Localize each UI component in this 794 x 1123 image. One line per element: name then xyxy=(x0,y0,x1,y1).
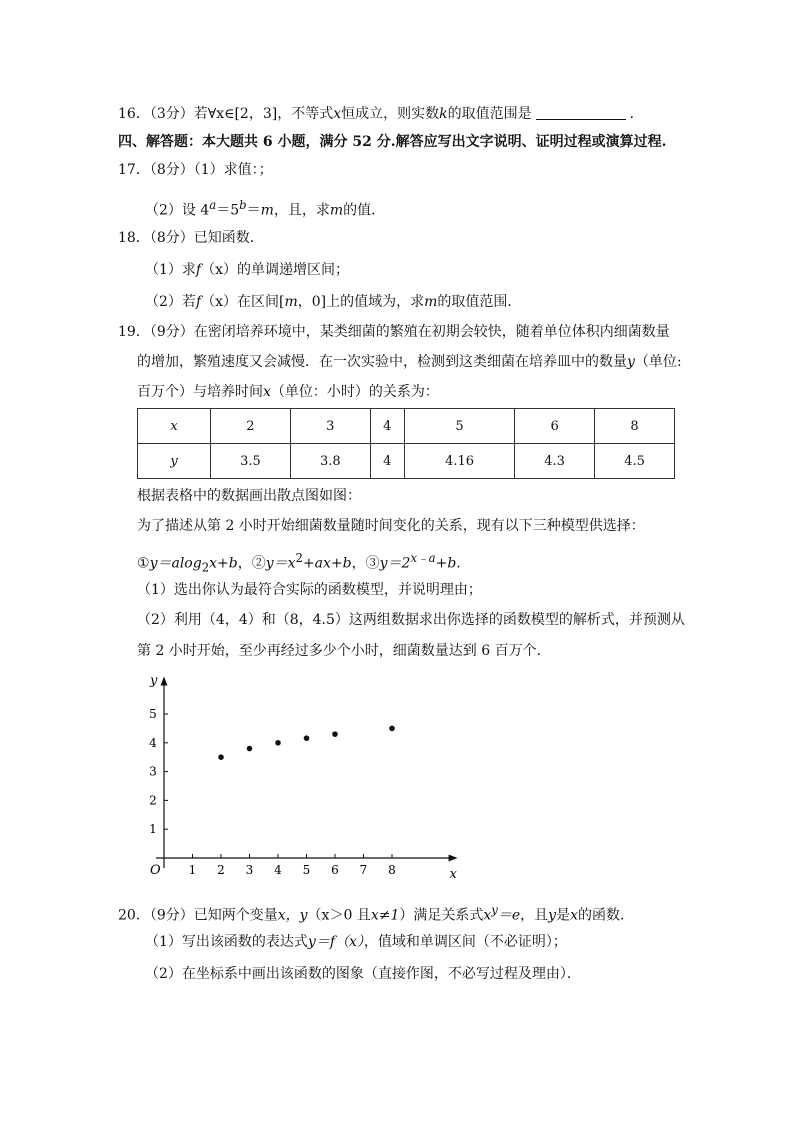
x-tick-label: 8 xyxy=(388,863,396,877)
q19-line-4: 根据表格中的数据画出散点图如图： xyxy=(137,488,361,504)
table-row xyxy=(138,444,675,479)
q20-line-1 xyxy=(118,900,634,926)
q19-text-d: （单位：小时）的关系为： xyxy=(270,384,439,400)
q17-text-e: 的值． xyxy=(343,202,386,219)
q20-text-g: （1）写出该函数的表达式 xyxy=(145,934,308,950)
data-point xyxy=(389,726,395,732)
x-tick-label: 4 xyxy=(274,863,282,877)
q18-text-a: （1）求 xyxy=(145,262,196,278)
q19-text-b: （单位: xyxy=(634,354,682,370)
table-cell: 4 xyxy=(370,409,404,444)
q19-line-3 xyxy=(137,382,439,402)
q16-var-x: x xyxy=(333,106,342,122)
model-3-b: +b xyxy=(435,555,457,572)
data-point xyxy=(304,735,310,741)
data-point xyxy=(247,746,253,752)
q19-line-5: 为了描述从第 2 小时开始细菌数量随时间变化的关系，现有以下三种模型供选择： xyxy=(137,518,645,534)
q17-text-c: ＝ xyxy=(246,202,261,219)
q16-text-c: 的取值范围是 xyxy=(447,106,532,122)
q20-text-c: ）满足关系式 xyxy=(399,907,484,924)
y-tick-label: 1 xyxy=(149,822,157,837)
q18-line-2 xyxy=(145,260,349,280)
chart-axes xyxy=(149,674,458,882)
q20-rel-a: x xyxy=(483,907,492,924)
scatter-chart xyxy=(140,672,470,882)
q20-rel-sup: y xyxy=(491,903,498,917)
table-cell: y xyxy=(138,444,211,479)
q20-line-3: （2）在坐标系中画出该函数的图象（直接作图，不必写过程及理由）． xyxy=(145,966,581,982)
q18-line-3 xyxy=(145,292,521,312)
data-point xyxy=(332,731,338,737)
table-cell: 3.5 xyxy=(211,444,291,479)
x-axis-label: x xyxy=(449,867,457,882)
table-cell: 8 xyxy=(595,409,675,444)
q19-x: x xyxy=(263,384,271,400)
q19-text-c: 百万个）与培养时间 xyxy=(137,384,263,400)
table-cell: x xyxy=(138,409,211,444)
x-tick-label: 6 xyxy=(331,863,339,877)
q20-vars: x，y xyxy=(277,907,308,924)
table-cell: 4.5 xyxy=(595,444,675,479)
q18-text-e: ，0]上的值域为，求 xyxy=(297,294,425,310)
x-axis-arrow xyxy=(449,855,458,862)
y-tick-label: 2 xyxy=(149,793,157,808)
x-tick-label: 3 xyxy=(245,863,254,877)
model-2-a: y＝x xyxy=(265,555,296,572)
q17-line-2 xyxy=(145,195,385,221)
table-cell: 4.16 xyxy=(404,444,514,479)
x-tick-label: 7 xyxy=(359,863,368,877)
q19-text-a: 的增加，繁殖速度又会减慢．在一次实验中，检测到这类细菌在培养皿中的数量 xyxy=(137,354,627,370)
table-cell: 6 xyxy=(515,409,595,444)
q20-text-a: 20．（9分）已知两个变量 xyxy=(118,907,278,924)
q20-neq: x≠1 xyxy=(370,907,400,924)
q17-text-b: ＝5 xyxy=(216,202,240,219)
model-2-b: +ax+b xyxy=(302,555,352,572)
q19-sub-2: （2）利用（4，4）和（8，4.5）这两组数据求出你选择的函数模型的解析式，并预测从 xyxy=(137,612,685,628)
q20-text-d: ，且 xyxy=(520,907,549,924)
x-tick-label: 2 xyxy=(217,863,225,877)
table-cell: 3.8 xyxy=(290,444,370,479)
question-16 xyxy=(118,104,644,124)
q16-text: 若∀x∈[2，3]，不等式 xyxy=(193,106,334,122)
model-1-a: y＝alog xyxy=(149,555,202,572)
table-cell: 4 xyxy=(370,444,404,479)
model-2-mark: ，② xyxy=(237,555,266,572)
q19-y: y xyxy=(627,354,635,370)
x-tick-label: 5 xyxy=(302,863,311,877)
q18-f: f xyxy=(195,262,202,278)
q18-text-c: （2）若 xyxy=(145,294,196,310)
model-1-sub: 2 xyxy=(201,560,210,575)
q19-line-2 xyxy=(137,352,682,372)
y-axis-label: y xyxy=(150,673,158,689)
model-1-mark: ① xyxy=(137,555,150,572)
origin-label: O xyxy=(150,863,161,878)
q18-text-d: （x）在区间[ xyxy=(201,294,285,310)
section-4-heading: 四、解答题：本大题共 6 小题，满分 52 分.解答应写出文字说明、证明过程或演算过程. xyxy=(118,134,667,150)
q17-var-m2: m xyxy=(329,202,344,219)
q19-models xyxy=(137,548,470,577)
data-point xyxy=(275,740,281,746)
q20-text-h: ，值域和单调区间（不必证明）； xyxy=(363,934,567,950)
table-cell: 2 xyxy=(211,409,291,444)
model-3-a: y＝2 xyxy=(379,555,411,572)
q19-sub-1: （1）选出你认为最符合实际的函数模型，并说明理由； xyxy=(137,582,482,598)
q20-rel-b: ＝e xyxy=(497,907,521,924)
q20-text-e: 是 xyxy=(556,907,571,924)
q18-m2: m xyxy=(424,294,438,310)
q16-score: （3分） xyxy=(149,106,194,122)
data-points xyxy=(218,726,395,760)
y-tick-label: 4 xyxy=(149,735,157,750)
q17-sup-a: a xyxy=(209,198,217,212)
q18-line-1: 18．（8分）已知函数． xyxy=(118,230,264,246)
q20-y: y xyxy=(548,907,557,924)
models-end: ． xyxy=(456,555,471,572)
q20-text-f: 的函数． xyxy=(577,907,634,924)
q19-sub-2b: 第 2 小时开始，至少再经过多少个小时，细菌数量达到 6 百万个． xyxy=(137,643,551,659)
q20-expr: y＝f（x） xyxy=(307,934,364,950)
q18-text-f: 的取值范围． xyxy=(437,294,522,310)
table-cell: 4.3 xyxy=(515,444,595,479)
y-tick-label: 3 xyxy=(149,764,157,779)
q17-line-1: 17．（8分）（1）求值：； xyxy=(118,162,273,178)
q16-var-k: k xyxy=(439,106,448,122)
q17-text-d: ，且，求 xyxy=(273,202,330,219)
y-tick-label: 5 xyxy=(149,707,157,721)
q17-text-a: （2）设 4 xyxy=(145,202,210,219)
table-row xyxy=(138,409,675,444)
model-3-sup: x﹣a xyxy=(410,551,436,565)
y-axis-arrow xyxy=(161,677,168,686)
x-tick-label: 1 xyxy=(188,863,197,877)
q18-f2: f xyxy=(195,294,202,310)
data-point xyxy=(218,754,224,760)
model-2-sup: 2 xyxy=(295,551,303,565)
q17-var-m: m xyxy=(260,202,274,219)
q17-sup-b: b xyxy=(239,198,247,212)
q18-m1: m xyxy=(284,294,298,310)
q16-text-b: 恒成立，则实数 xyxy=(341,106,440,122)
table-cell: 5 xyxy=(404,409,514,444)
q16-number: 16． xyxy=(118,106,150,122)
model-1-b: x+b xyxy=(209,555,238,572)
q20-text-b: （x＞0 且 xyxy=(307,907,371,924)
table-cell: 3 xyxy=(290,409,370,444)
y-ticks xyxy=(149,707,168,836)
model-3-mark: ，③ xyxy=(351,555,380,572)
q20-line-2 xyxy=(145,932,567,952)
q19-line-1: 19．（9分）在密闭培养环境中，某类细菌的繁殖在初期会较快，随着单位体积内细菌数量 xyxy=(118,324,670,340)
data-table xyxy=(137,408,675,479)
q18-text-b: （x）的单调递增区间； xyxy=(201,262,350,278)
q16-end: ． xyxy=(629,106,644,122)
q20-x: x xyxy=(570,907,578,924)
answer-blank[interactable] xyxy=(536,105,626,120)
